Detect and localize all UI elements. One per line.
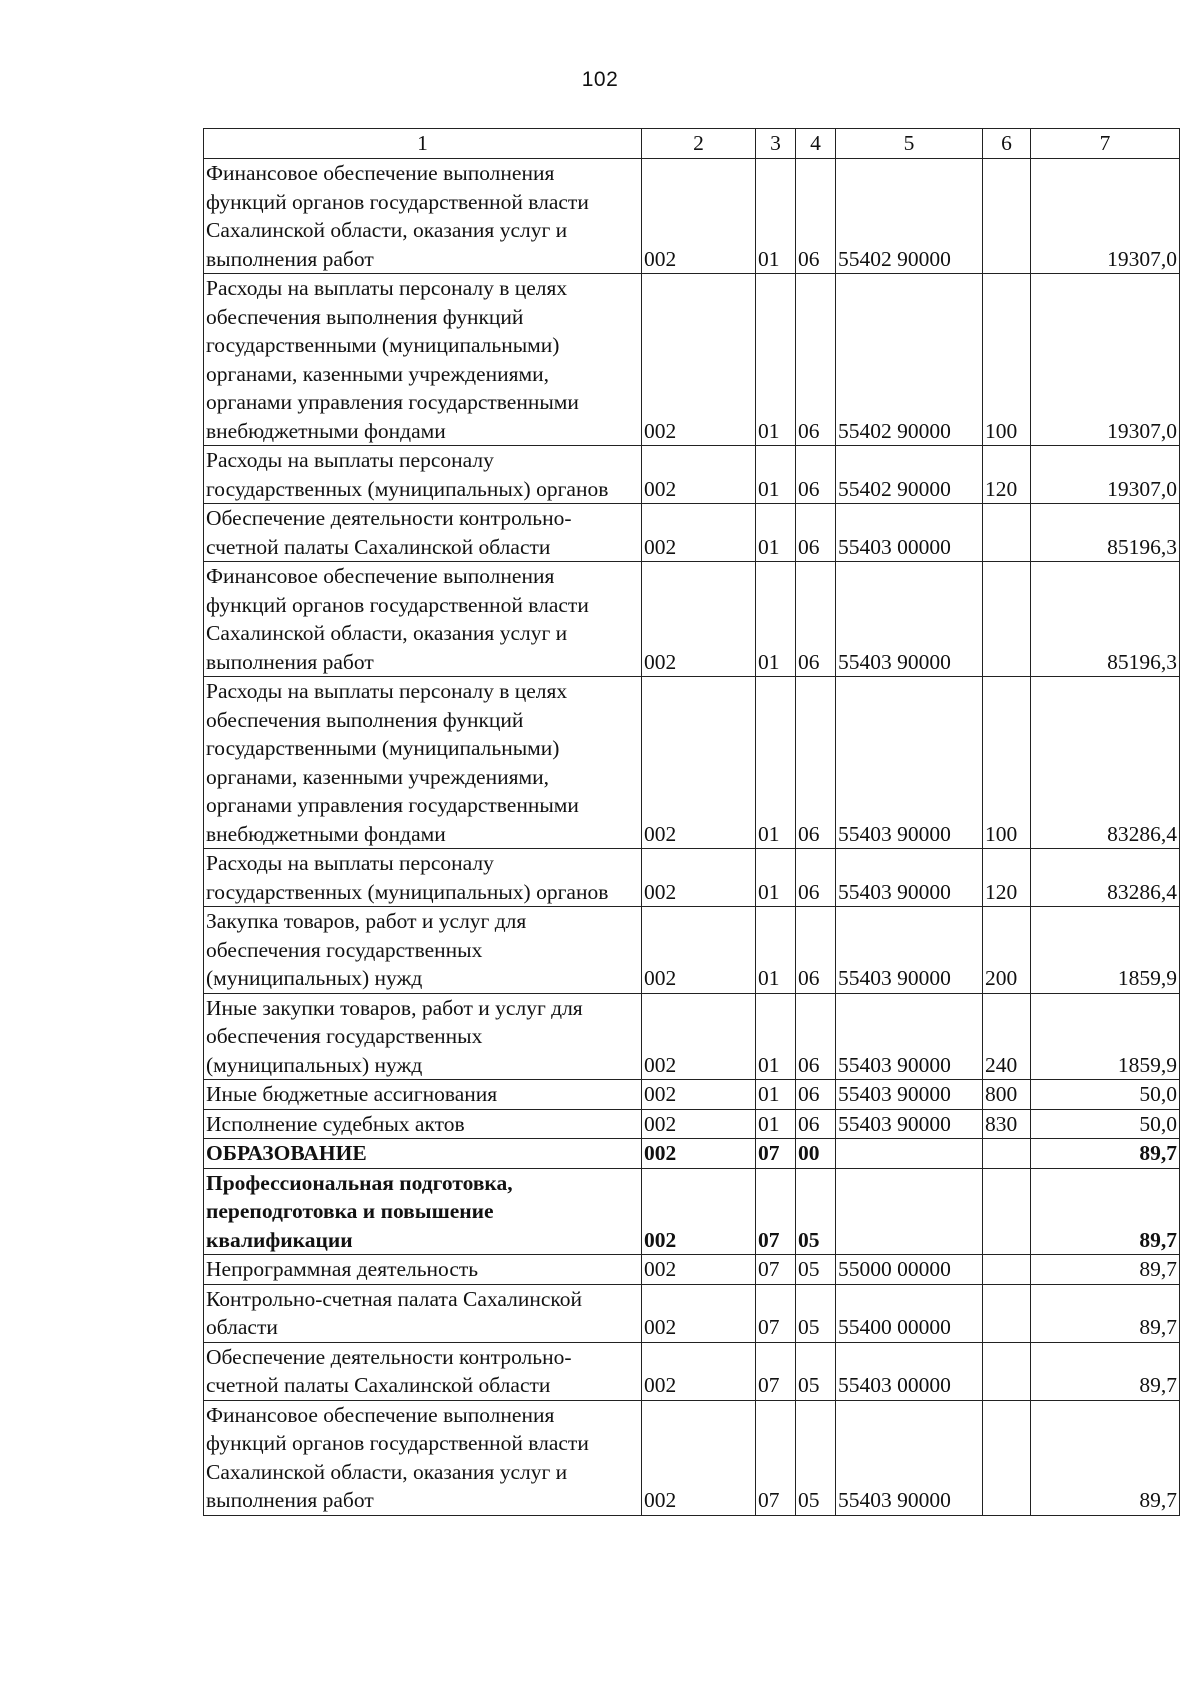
amount-cell: 89,7 xyxy=(1031,1342,1180,1400)
ved-code-cell: 002 xyxy=(642,446,756,504)
ved-code-cell: 002 xyxy=(642,1139,756,1169)
amount-cell: 19307,0 xyxy=(1031,274,1180,446)
amount-cell: 89,7 xyxy=(1031,1284,1180,1342)
column-header: 6 xyxy=(983,129,1031,159)
column-number-row xyxy=(204,129,1180,159)
row-name-cell: Финансовое обеспечение выполнения функций органов государственной власти Сахалинской области, оказания услуг и выполнения работ xyxy=(204,159,642,274)
section-code-cell: 07 xyxy=(756,1139,796,1169)
target-item-cell xyxy=(836,1168,983,1255)
row-name-cell: Расходы на выплаты персоналу государственных (муниципальных) органов xyxy=(204,446,642,504)
row-name-cell: Финансовое обеспечение выполнения функций органов государственной власти Сахалинской области, оказания услуг и выполнения работ xyxy=(204,562,642,677)
row-name-cell: Расходы на выплаты персоналу в целях обеспечения выполнения функций государственными (муниципальными) органами, казенными учреждениями, органами управления государственными внебюджетными фондами xyxy=(204,274,642,446)
table-row xyxy=(204,504,1180,562)
section-code-cell: 07 xyxy=(756,1284,796,1342)
table-row xyxy=(204,159,1180,274)
subsection-code-cell: 05 xyxy=(796,1400,836,1515)
section-code-cell: 01 xyxy=(756,274,796,446)
section-code-cell: 01 xyxy=(756,677,796,849)
expense-type-cell: 830 xyxy=(983,1109,1031,1139)
section-code-cell: 07 xyxy=(756,1400,796,1515)
amount-cell: 89,7 xyxy=(1031,1168,1180,1255)
subsection-code-cell: 05 xyxy=(796,1168,836,1255)
amount-cell: 89,7 xyxy=(1031,1255,1180,1285)
column-header: 7 xyxy=(1031,129,1180,159)
ved-code-cell: 002 xyxy=(642,1284,756,1342)
target-item-cell: 55403 00000 xyxy=(836,504,983,562)
section-code-cell: 01 xyxy=(756,446,796,504)
page-number: 102 xyxy=(581,68,619,91)
row-name-cell: Контрольно-счетная палата Сахалинской области xyxy=(204,1284,642,1342)
subsection-code-cell: 06 xyxy=(796,562,836,677)
ved-code-cell: 002 xyxy=(642,504,756,562)
column-header: 4 xyxy=(796,129,836,159)
ved-code-cell: 002 xyxy=(642,677,756,849)
section-code-cell: 07 xyxy=(756,1342,796,1400)
subsection-code-cell: 06 xyxy=(796,1109,836,1139)
table-row xyxy=(204,562,1180,677)
row-name-cell: Обеспечение деятельности контрольно-счетной палаты Сахалинской области xyxy=(204,1342,642,1400)
row-name-cell: Закупка товаров, работ и услуг для обеспечения государственных (муниципальных) нужд xyxy=(204,907,642,994)
budget-table xyxy=(203,128,1180,1516)
ved-code-cell: 002 xyxy=(642,274,756,446)
section-code-cell: 01 xyxy=(756,849,796,907)
table-row xyxy=(204,1109,1180,1139)
column-header: 5 xyxy=(836,129,983,159)
row-name-cell: Обеспечение деятельности контрольно-счетной палаты Сахалинской области xyxy=(204,504,642,562)
subsection-code-cell: 06 xyxy=(796,1080,836,1110)
row-name-cell: Финансовое обеспечение выполнения функций органов государственной власти Сахалинской области, оказания услуг и выполнения работ xyxy=(204,1400,642,1515)
target-item-cell: 55403 90000 xyxy=(836,1109,983,1139)
expense-type-cell xyxy=(983,1400,1031,1515)
ved-code-cell: 002 xyxy=(642,562,756,677)
amount-cell: 19307,0 xyxy=(1031,159,1180,274)
row-name-cell: Профессиональная подготовка, переподготовка и повышение квалификации xyxy=(204,1168,642,1255)
table-row xyxy=(204,274,1180,446)
amount-cell: 89,7 xyxy=(1031,1400,1180,1515)
target-item-cell: 55400 00000 xyxy=(836,1284,983,1342)
table-row xyxy=(204,849,1180,907)
target-item-cell: 55403 90000 xyxy=(836,677,983,849)
section-code-cell: 01 xyxy=(756,159,796,274)
target-item-cell: 55402 90000 xyxy=(836,274,983,446)
target-item-cell: 55403 90000 xyxy=(836,562,983,677)
subsection-code-cell: 06 xyxy=(796,907,836,994)
column-header: 3 xyxy=(756,129,796,159)
expense-type-cell xyxy=(983,562,1031,677)
target-item-cell: 55403 90000 xyxy=(836,1400,983,1515)
target-item-cell: 55000 00000 xyxy=(836,1255,983,1285)
row-name-cell: Расходы на выплаты персоналу в целях обеспечения выполнения функций государственными (муниципальными) органами, казенными учреждениями, органами управления государственными внебюджетными фондами xyxy=(204,677,642,849)
row-name-cell: Иные бюджетные ассигнования xyxy=(204,1080,642,1110)
subsection-code-cell: 06 xyxy=(796,993,836,1080)
ved-code-cell: 002 xyxy=(642,1255,756,1285)
row-name-cell: ОБРАЗОВАНИЕ xyxy=(204,1139,642,1169)
table-row xyxy=(204,1080,1180,1110)
expense-type-cell: 240 xyxy=(983,993,1031,1080)
expense-type-cell: 100 xyxy=(983,677,1031,849)
subsection-code-cell: 00 xyxy=(796,1139,836,1169)
amount-cell: 83286,4 xyxy=(1031,849,1180,907)
subsection-code-cell: 06 xyxy=(796,446,836,504)
target-item-cell: 55402 90000 xyxy=(836,446,983,504)
expense-type-cell: 120 xyxy=(983,849,1031,907)
amount-cell: 1859,9 xyxy=(1031,993,1180,1080)
ved-code-cell: 002 xyxy=(642,1400,756,1515)
table-row xyxy=(204,1168,1180,1255)
section-code-cell: 01 xyxy=(756,993,796,1080)
target-item-cell: 55402 90000 xyxy=(836,159,983,274)
section-code-cell: 01 xyxy=(756,1080,796,1110)
table-row xyxy=(204,1342,1180,1400)
expense-type-cell: 800 xyxy=(983,1080,1031,1110)
ved-code-cell: 002 xyxy=(642,849,756,907)
target-item-cell: 55403 90000 xyxy=(836,849,983,907)
section-code-cell: 07 xyxy=(756,1255,796,1285)
subsection-code-cell: 06 xyxy=(796,159,836,274)
subsection-code-cell: 06 xyxy=(796,677,836,849)
expense-type-cell xyxy=(983,1139,1031,1169)
table-row xyxy=(204,677,1180,849)
ved-code-cell: 002 xyxy=(642,993,756,1080)
expense-type-cell: 200 xyxy=(983,907,1031,994)
ved-code-cell: 002 xyxy=(642,907,756,994)
table-row xyxy=(204,446,1180,504)
column-header: 1 xyxy=(204,129,642,159)
expense-type-cell xyxy=(983,504,1031,562)
section-code-cell: 01 xyxy=(756,504,796,562)
ved-code-cell: 002 xyxy=(642,1080,756,1110)
row-name-cell: Непрограммная деятельность xyxy=(204,1255,642,1285)
target-item-cell: 55403 90000 xyxy=(836,993,983,1080)
table-row xyxy=(204,1284,1180,1342)
target-item-cell: 55403 90000 xyxy=(836,1080,983,1110)
column-header: 2 xyxy=(642,129,756,159)
subsection-code-cell: 05 xyxy=(796,1284,836,1342)
target-item-cell xyxy=(836,1139,983,1169)
subsection-code-cell: 05 xyxy=(796,1255,836,1285)
subsection-code-cell: 06 xyxy=(796,274,836,446)
amount-cell: 83286,4 xyxy=(1031,677,1180,849)
expense-type-cell: 120 xyxy=(983,446,1031,504)
amount-cell: 1859,9 xyxy=(1031,907,1180,994)
ved-code-cell: 002 xyxy=(642,1342,756,1400)
amount-cell: 50,0 xyxy=(1031,1109,1180,1139)
subsection-code-cell: 05 xyxy=(796,1342,836,1400)
amount-cell: 85196,3 xyxy=(1031,504,1180,562)
table-header xyxy=(204,129,1180,159)
target-item-cell: 55403 90000 xyxy=(836,907,983,994)
table-row xyxy=(204,993,1180,1080)
table-row xyxy=(204,1139,1180,1169)
table-row xyxy=(204,1255,1180,1285)
table-body xyxy=(204,159,1180,1516)
row-name-cell: Расходы на выплаты персоналу государственных (муниципальных) органов xyxy=(204,849,642,907)
subsection-code-cell: 06 xyxy=(796,849,836,907)
expense-type-cell: 100 xyxy=(983,274,1031,446)
row-name-cell: Иные закупки товаров, работ и услуг для обеспечения государственных (муниципальных) нужд xyxy=(204,993,642,1080)
amount-cell: 50,0 xyxy=(1031,1080,1180,1110)
expense-type-cell xyxy=(983,1342,1031,1400)
ved-code-cell: 002 xyxy=(642,1168,756,1255)
ved-code-cell: 002 xyxy=(642,159,756,274)
expense-type-cell xyxy=(983,159,1031,274)
expense-type-cell xyxy=(983,1168,1031,1255)
section-code-cell: 01 xyxy=(756,1109,796,1139)
row-name-cell: Исполнение судебных актов xyxy=(204,1109,642,1139)
table-row xyxy=(204,907,1180,994)
subsection-code-cell: 06 xyxy=(796,504,836,562)
amount-cell: 19307,0 xyxy=(1031,446,1180,504)
section-code-cell: 01 xyxy=(756,907,796,994)
amount-cell: 89,7 xyxy=(1031,1139,1180,1169)
amount-cell: 85196,3 xyxy=(1031,562,1180,677)
section-code-cell: 07 xyxy=(756,1168,796,1255)
table-row xyxy=(204,1400,1180,1515)
target-item-cell: 55403 00000 xyxy=(836,1342,983,1400)
expense-type-cell xyxy=(983,1284,1031,1342)
expense-type-cell xyxy=(983,1255,1031,1285)
ved-code-cell: 002 xyxy=(642,1109,756,1139)
section-code-cell: 01 xyxy=(756,562,796,677)
